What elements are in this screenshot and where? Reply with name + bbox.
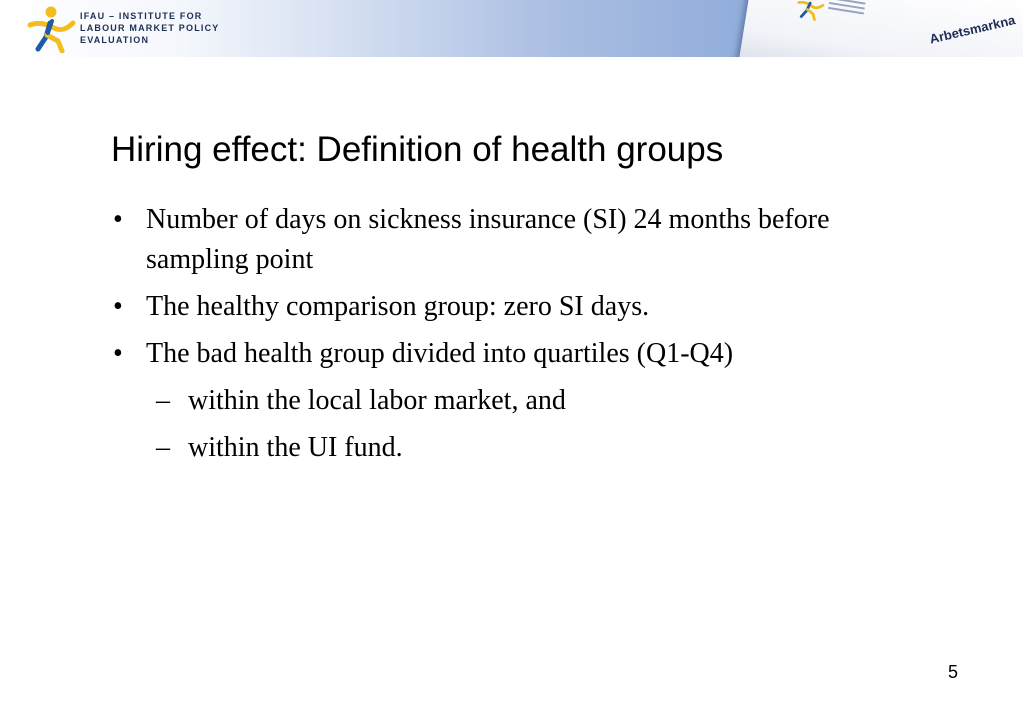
sub-bullet-marker: – (156, 432, 170, 463)
list-item (111, 334, 911, 374)
list-item (111, 200, 911, 280)
page-number: 5 (948, 662, 959, 682)
org-name-line: EVALUATION (80, 35, 150, 45)
bullet-marker: • (113, 338, 123, 369)
slide-title: Hiring effect: Definition of health groups (111, 130, 724, 169)
booklet-title: Arbetsmarkna (928, 12, 1017, 47)
bullet-marker: • (113, 291, 123, 322)
org-name-line: LABOUR MARKET POLICY (80, 23, 220, 33)
booklet-text-lines (828, 0, 866, 17)
bullet-text: The bad health group divided into quartiles (Q1-Q4) (146, 338, 734, 369)
bullet-marker: • (113, 204, 123, 235)
list-item (111, 287, 911, 327)
sub-list-item (111, 381, 911, 421)
ifau-logo-icon (26, 3, 76, 53)
header-banner (0, 0, 1023, 57)
sub-bullet-marker: – (156, 385, 170, 416)
sub-bullet-text: within the UI fund. (188, 432, 403, 463)
booklet-graphic (738, 0, 1023, 57)
bullet-list (111, 200, 911, 468)
bullet-text: The healthy comparison group: zero SI days. (146, 291, 650, 322)
org-name-line: IFAU – INSTITUTE FOR (80, 11, 203, 21)
org-name (80, 10, 220, 46)
bullet-text: Number of days on sickness insurance (SI) 24 months before sampling point (146, 204, 830, 275)
sub-list-item (111, 428, 911, 468)
booklet-logo-icon (794, 0, 826, 22)
sub-bullet-text: within the local labor market, and (188, 385, 566, 416)
